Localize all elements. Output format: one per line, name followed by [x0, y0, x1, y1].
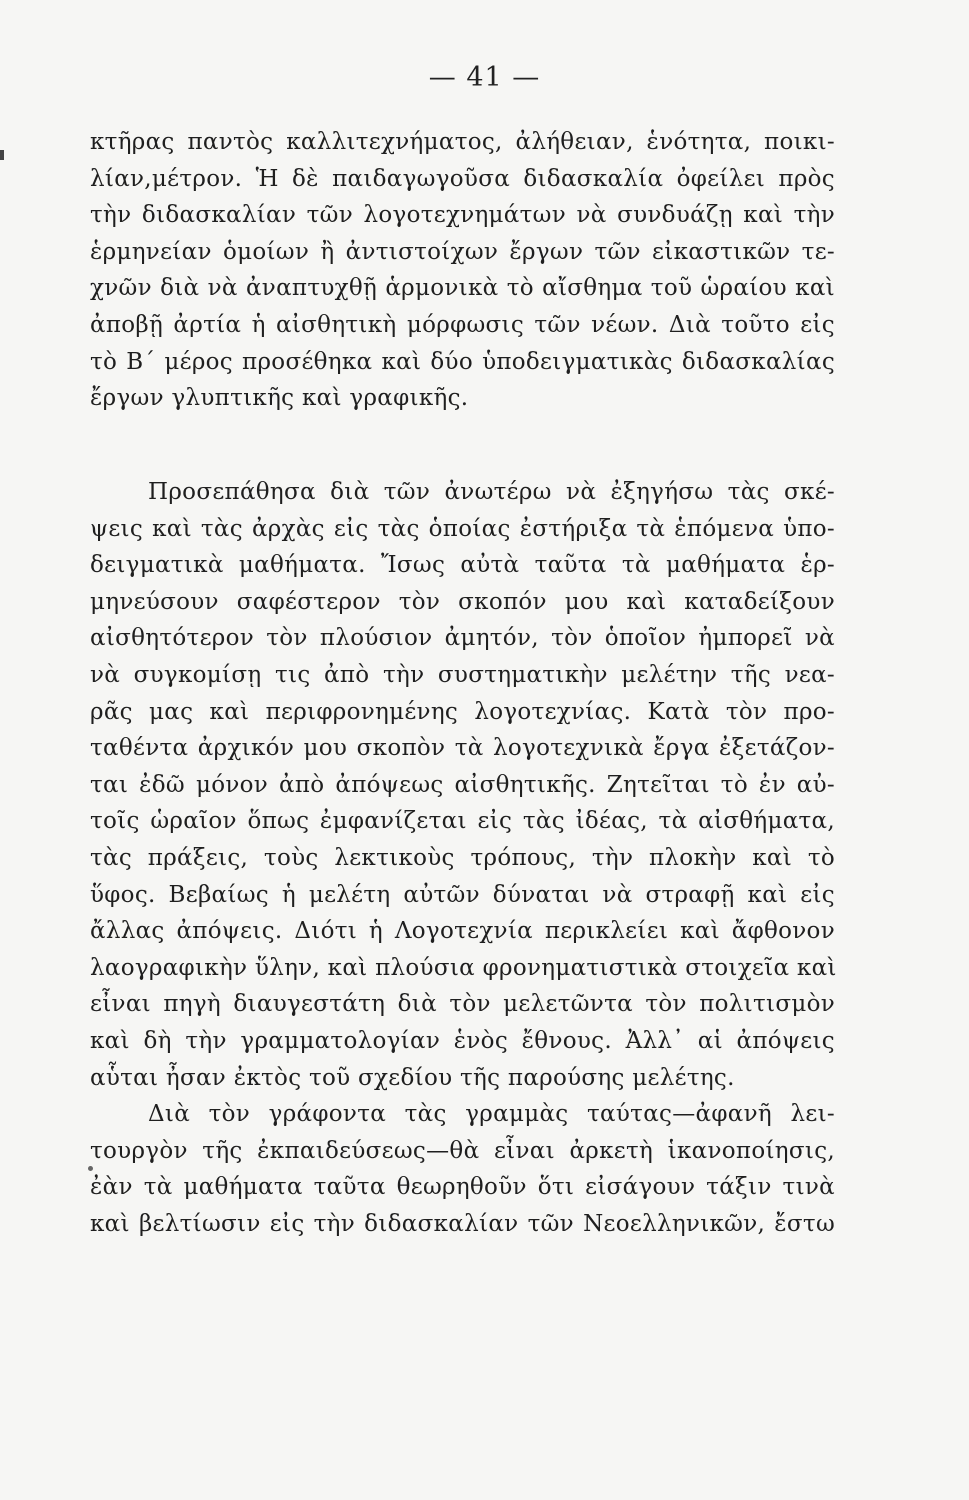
text-line: ἄλλας ἀπόψεις. Διότι ἡ Λογοτεχνία περικλείει καὶ ἄφθονον — [90, 918, 835, 945]
text-line: καὶ δὴ τὴν γραμματολογίαν ἑνὸς ἔθνους. Ἀλλ᾽ αἱ ἀπόψεις — [90, 1027, 835, 1054]
text-line: κτῆρας παντὸς καλλιτεχνήματος, ἀλήθειαν, ἑνότητα, ποικι- — [90, 129, 835, 155]
text-line: αὗται ἦσαν ἐκτὸς τοῦ σχεδίου τῆς παρούσης μελέτης. — [90, 1064, 735, 1091]
text-line: χνῶν διὰ νὰ ἀναπτυχθῇ ἁρμονικὰ τὸ αἴσθημα τοῦ ὡραίου καὶ — [90, 275, 835, 302]
text-line: ψεις καὶ τὰς ἀρχὰς εἰς τὰς ὁποίας ἐστήριξα τὰ ἑπόμενα ὑπο- — [90, 515, 835, 542]
text-line: ἀποβῇ ἀρτία ἡ αἰσθητικὴ μόρφωσις τῶν νέων. Διὰ τοῦτο εἰς — [90, 311, 835, 338]
text-line: τὴν διδασκαλίαν τῶν λογοτεχνημάτων νὰ συνδυάζῃ καὶ τὴν — [90, 202, 835, 229]
text-line: εἶναι πηγὴ διαυγεστάτη διὰ τὸν μελετῶντα τὸν πολιτισμὸν — [90, 991, 835, 1018]
text-line: ται ἐδῶ μόνον ἀπὸ ἀπόψεως αἰσθητικῆς. Ζητεῖται τὸ ἐν αὐ- — [90, 771, 835, 798]
page-number: — 41 — — [428, 62, 541, 93]
margin-mark — [0, 150, 4, 160]
text-line: λαογραφικὴν ὕλην, καὶ πλούσια φρονηματιστικὰ στοιχεῖα καὶ — [90, 954, 837, 981]
text-line: τὰς πράξεις, τοὺς λεκτικοὺς τρόπους, τὴν πλοκὴν καὶ τὸ — [90, 844, 835, 871]
text-line: ἔργων γλυπτικῆς καὶ γραφικῆς. — [90, 385, 469, 412]
text-line: Διὰ τὸν γράφοντα τὰς γραμμὰς ταύτας—ἀφανῆ λει- — [148, 1101, 835, 1128]
text-line: τοῖς ὡραῖον ὅπως ἐμφανίζεται εἰς τὰς ἰδέας, τὰ αἰσθήματα, — [90, 808, 835, 835]
text-line: τουργὸν τῆς ἐκπαιδεύσεως—θὰ εἶναι ἀρκετὴ ἱκανοποίησις, — [90, 1137, 835, 1164]
paragraph-2 — [90, 474, 835, 1242]
paragraph-1 — [90, 124, 835, 417]
text-line: αἰσθητότερον τὸν πλούσιον ἀμητόν, τὸν ὁποῖον ἠμπορεῖ νὰ — [90, 625, 835, 652]
text-line: ἐὰν τὰ μαθήματα ταῦτα θεωρηθοῦν ὅτι εἰσάγουν τάξιν τινὰ — [90, 1174, 835, 1201]
text-line: καὶ βελτίωσιν εἰς τὴν διδασκαλίαν τῶν Νεοελληνικῶν, ἔστω — [90, 1210, 835, 1237]
text-line: μηνεύσουν σαφέστερον τὸν σκοπόν μου καὶ καταδείξουν — [90, 588, 835, 615]
text-line: ὕφος. Βεβαίως ἡ μελέτη αὐτῶν δύναται νὰ στραφῇ καὶ εἰς — [90, 881, 835, 908]
text-line: νὰ συγκομίσῃ τις ἀπὸ τὴν συστηματικὴν μελέτην τῆς νεα- — [90, 661, 835, 688]
text-line: δειγματικὰ μαθήματα. Ἴσως αὐτὰ ταῦτα τὰ μαθήματα ἑρ- — [90, 552, 835, 579]
text-line: ταθέντα ἀρχικόν μου σκοπὸν τὰ λογοτεχνικὰ ἔργα ἐξετάζον- — [90, 735, 835, 762]
text-line: Προσεπάθησα διὰ τῶν ἀνωτέρω νὰ ἐξηγήσω τὰς σκέ- — [148, 479, 835, 505]
text-line: ρᾶς μας καὶ περιφρονημένης λογοτεχνίας. Κατὰ τὸν προ- — [90, 698, 835, 725]
text-line: ἑρμηνείαν ὁμοίων ἢ ἀντιστοίχων ἔργων τῶν εἰκαστικῶν τε- — [90, 238, 835, 265]
text-line: τὸ Β΄ μέρος προσέθηκα καὶ δύο ὑποδειγματικὰς διδασκαλίας — [90, 348, 835, 375]
text-line: λίαν,μέτρον. Ἡ δὲ παιδαγωγοῦσα διδασκαλία ὀφείλει πρὸς — [90, 165, 835, 192]
